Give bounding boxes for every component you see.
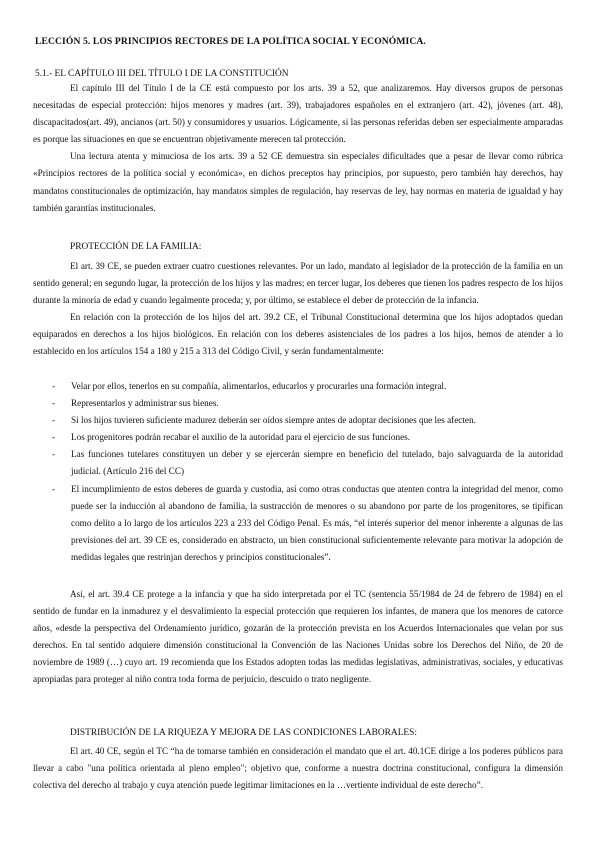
list-item: - Si los hijos tuvieren suficiente madurez deberán ser oídos siempre antes de adoptar decisiones que les afecten. (55, 412, 563, 429)
family-body-continued (33, 586, 563, 689)
list-item: - Los progenitores podrán recabar el auxilio de la autoridad para el ejercicio de sus funciones. (55, 429, 563, 446)
family-body (33, 258, 563, 361)
family-duties-list (55, 378, 563, 566)
section-heading: 5.1.- EL CAPÍTULO III DEL TÍTULO I DE LA CONSTITUCIÓN (35, 69, 289, 79)
section-paragraph-2: Una lectura atenta y minuciosa de los arts. 39 a 52 CE demuestra sin especiales dificultades que a pesar de llevar como rúbrica «Principios rectores de la política social y económica», en dichos preceptos hay principios, por supuesto, pero también hay derechos, hay mandatos constitucionales de optimización, hay mandatos simples de regulación, hay reservas de ley, hay normas en materia de igualdad y hay también garantías institucionales. (33, 151, 563, 213)
family-paragraph-1: El art. 39 CE, se pueden extraer cuatro cuestiones relevantes. Por un lado, mandato al legislador de la protección de la familia en un sentido general; en segundo lugar, la protección de los hijos y las madres; en tercer lugar, los deberes que tienen los padres respecto de los hijos durante la minoría de edad y cuando legalmente proceda; y, por último, se establece el deber de protección de la infancia. (33, 261, 563, 306)
list-item: - Las funciones tutelares constituyen un deber y se ejercerán siempre en beneficio del tutelado, bajo salvaguarda de la autoridad judicial. (Artículo 216 del CC) (55, 446, 563, 480)
lesson-title: LECCIÓN 5. LOS PRINCIPIOS RECTORES DE LA POLÍTICA SOCIAL Y ECONÓMICA. (35, 36, 426, 47)
wealth-paragraph-1: El art. 40 CE, según el TC “ha de tomarse también en consideración el mandato que el art. 40.1CE dirige a los poderes públicos para llevar a cabo "una política orientada al pleno empleo"; objetivo que, conforme a nuestra doctrina constitucional, configura la dimensión colectiva del derecho al trabajo y cuya atención puede legitimar limitaciones en la …vertiente individual de este derecho”. (33, 746, 563, 791)
section-body (33, 80, 563, 217)
list-item: - Velar por ellos, tenerlos en su compañía, alimentarlos, educarlos y procurarles una formación integral. (55, 378, 563, 395)
family-heading: PROTECCIÓN DE LA FAMILIA: (70, 242, 202, 252)
wealth-heading: DISTRIBUCIÓN DE LA RIQUEZA Y MEJORA DE LAS CONDICIONES LABORALES: (70, 728, 417, 738)
family-paragraph-3: Así, el art. 39.4 CE protege a la infancia y que ha sido interpretada por el TC (sentencia 55/1984 de 24 de febrero de 1984) en el sentido de fundar en la inmadurez y el desvalimiento la especial protección que requieren los infantes, de manera que los menores de catorce años, «desde la perspectiva del Ordenamiento jurídico, gozarán de la protección prevista en los Acuerdos Internacionales que velan por sus derechos. En tal sentido adquiere dimensión constitucional la Convención de las Naciones Unidas sobre los Derechos del Niño, de 20 de noviembre de 1989 (…) cuyo art. 19 recomienda que los Estados adopten todas las medidas legislativas, administrativas, sociales, y educativas apropiadas para proteger al niño contra toda forma de perjuicio, descuido o trato negligente. (33, 589, 563, 685)
section-paragraph-1: El capítulo III del Título I de la CE está compuesto por los arts. 39 a 52, que analizaremos. Hay diversos grupos de personas necesitadas de especial protección: hijos menores y madres (art. 39), trabajadores españoles en el extranjero (art. 42), jóvenes (art. 48), discapacitados(art. 49), ancianos (art. 50) y consumidores y usuarios. Lógicamente, si las personas referidas deben ser especialmente amparadas es porque las situaciones en que se encuentran objetivamente merecen tal protección. (33, 83, 563, 145)
wealth-body (33, 743, 563, 794)
list-item: - Representarlos y administrar sus bienes. (55, 395, 563, 412)
family-paragraph-2: En relación con la protección de los hijos del art. 39.2 CE, el Tribunal Constitucional determina que los hijos adoptados quedan equiparados en derechos a los hijos biológicos. En relación con los deberes asistenciales de los padres a los hijos, hemos de atender a lo establecido en los artículos 154 a 180 y 215 a 313 del Código Civil, y serán fundamentalmente: (33, 312, 563, 357)
list-item: - El incumplimiento de estos deberes de guarda y custodia, así como otras conductas que atenten contra la integridad del menor, como puede ser la inducción al abandono de familia, la sustracción de menores o su abandono por parte de los progenitores, se tipifican como delito a lo largo de los artículos 223 a 233 del Código Penal. Es más, “el interés superior del menor inherente a algunas de las previsiones del art. 39 CE es, considerado en abstracto, un bien constitucional suficientemente relevante para motivar la adopción de medidas legales que restrinjan derechos y principios constitucionales”. (55, 481, 563, 566)
